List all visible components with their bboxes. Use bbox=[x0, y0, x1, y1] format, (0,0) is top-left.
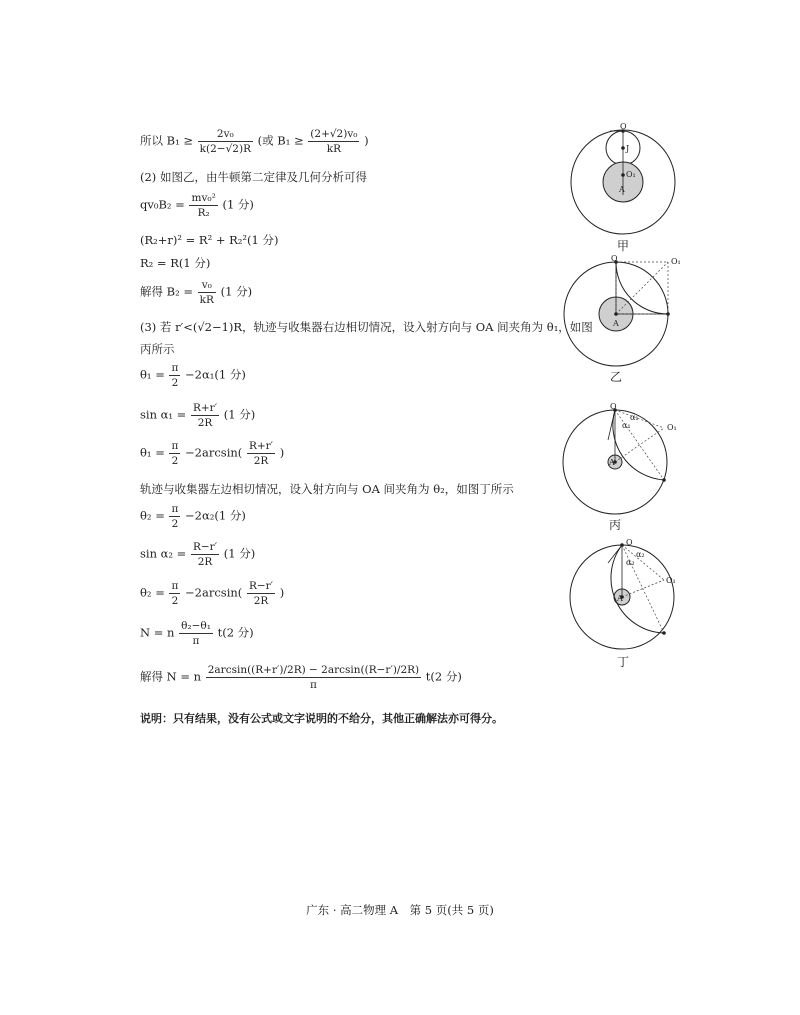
point-tangent bbox=[666, 312, 670, 316]
line-16 bbox=[140, 620, 254, 647]
denominator: 2R bbox=[197, 417, 213, 429]
fraction bbox=[169, 440, 180, 467]
text: ) bbox=[279, 445, 285, 460]
text: −2arcsin( bbox=[185, 585, 243, 600]
line-17 bbox=[140, 664, 462, 691]
label-O1: O₁ bbox=[671, 257, 681, 266]
numerator: π bbox=[171, 440, 179, 452]
text: ) bbox=[364, 133, 369, 148]
point-J bbox=[621, 146, 625, 150]
numerator: π bbox=[171, 580, 179, 592]
line-3 bbox=[140, 192, 254, 219]
denominator: 2 bbox=[171, 518, 179, 530]
numerator: R−r′ bbox=[248, 580, 274, 592]
scoring-note: 说明：只有结果，没有公式或文字说明的不给分，其他正确解法亦可得分。 bbox=[140, 712, 503, 725]
point-O bbox=[620, 543, 624, 547]
denominator: k(2−√2)R bbox=[199, 143, 251, 155]
denominator: π bbox=[309, 679, 317, 691]
fraction bbox=[198, 279, 216, 306]
fraction bbox=[189, 192, 217, 219]
text: sin α₂ = bbox=[140, 546, 187, 561]
denominator: π bbox=[192, 635, 200, 647]
numerator: R+r′ bbox=[192, 402, 218, 414]
label-A: A bbox=[617, 594, 623, 603]
denominator: 2 bbox=[171, 377, 179, 389]
text: 所以 B₁ ≥ bbox=[140, 133, 194, 148]
numerator: mv₀² bbox=[191, 192, 216, 204]
text: t(2 分) bbox=[217, 625, 254, 640]
figure-yi bbox=[558, 252, 693, 367]
line-1 bbox=[140, 128, 369, 155]
numerator: (2+√2)v₀ bbox=[310, 128, 358, 140]
line-14 bbox=[140, 541, 255, 568]
text: (或 B₁ ≥ bbox=[257, 133, 304, 148]
text: sin α₁ = bbox=[140, 407, 187, 422]
line-11 bbox=[140, 440, 284, 467]
text: −2α₁(1 分) bbox=[185, 367, 246, 382]
figure-jia bbox=[568, 120, 698, 240]
line-5: R₂ = R(1 分) bbox=[140, 256, 211, 270]
dashed-line-3 bbox=[615, 428, 664, 462]
numerator: R+r′ bbox=[248, 440, 274, 452]
line-8: 丙所示 bbox=[140, 342, 175, 356]
label-alpha2: α₂ bbox=[626, 558, 635, 567]
fraction bbox=[179, 620, 213, 647]
numerator: 2arcsin((R+r′)/2R) − 2arcsin((R−r′)/2R) bbox=[207, 664, 420, 676]
denominator: kR bbox=[199, 294, 214, 306]
point-tangent bbox=[662, 631, 666, 635]
fraction bbox=[247, 440, 275, 467]
label-O: O bbox=[610, 402, 617, 411]
label-alpha1-b: α₁ bbox=[630, 413, 639, 422]
denominator: 2R bbox=[253, 455, 269, 467]
fraction bbox=[198, 128, 253, 155]
text: ) bbox=[279, 585, 285, 600]
numerator: π bbox=[171, 503, 179, 515]
denominator: R₂ bbox=[197, 207, 210, 219]
text: −2arcsin( bbox=[185, 445, 243, 460]
text: (1 分) bbox=[223, 407, 256, 422]
text: θ₁ = bbox=[140, 445, 165, 460]
label-O: O bbox=[611, 254, 618, 263]
text: N = n bbox=[140, 625, 175, 640]
text: 解得 N = n bbox=[140, 669, 202, 684]
line-9 bbox=[140, 362, 246, 389]
line-13 bbox=[140, 503, 246, 530]
figure-bing bbox=[560, 400, 690, 518]
text: θ₁ = bbox=[140, 367, 165, 382]
text: θ₂ = bbox=[140, 508, 165, 523]
text: θ₂ = bbox=[140, 585, 165, 600]
figure-ding bbox=[560, 535, 690, 653]
label-O1: O₁ bbox=[666, 576, 676, 585]
fraction bbox=[169, 503, 180, 530]
label-alpha1: α₁ bbox=[622, 421, 631, 430]
line-15 bbox=[140, 580, 284, 607]
fraction bbox=[247, 580, 275, 607]
page-footer: 广东 · 高二物理 A 第 5 页(共 5 页) bbox=[306, 903, 494, 917]
fraction bbox=[206, 664, 421, 691]
fraction bbox=[169, 580, 180, 607]
line-4: (R₂+r)² = R² + R₂²(1 分) bbox=[140, 233, 279, 247]
line-2: (2) 如图乙，由牛顿第二定律及几何分析可得 bbox=[140, 170, 367, 184]
caption-yi: 乙 bbox=[609, 370, 622, 384]
caption-ding: 丁 bbox=[616, 655, 629, 669]
text: t(2 分) bbox=[425, 669, 462, 684]
label-O1: O₁ bbox=[667, 423, 677, 432]
numerator: 2v₀ bbox=[198, 128, 253, 142]
denominator: 2R bbox=[197, 556, 213, 568]
label-A: A bbox=[613, 319, 619, 328]
denominator: 2R bbox=[253, 595, 269, 607]
denominator: 2 bbox=[171, 595, 179, 607]
label-A: A bbox=[619, 185, 625, 194]
point-O1 bbox=[621, 173, 625, 177]
fraction bbox=[308, 128, 359, 155]
text: qv₀B₂ = bbox=[140, 197, 185, 212]
numerator: v₀ bbox=[198, 279, 216, 293]
label-O1: O₁ bbox=[626, 170, 636, 179]
text: (1 分) bbox=[222, 197, 254, 212]
denominator: kR bbox=[326, 143, 342, 155]
line-7: (3) 若 r′<(√2−1)R，轨迹与收集器右边相切情况，设入射方向与 OA 间夹角为 θ₁，如图 bbox=[140, 320, 593, 334]
numerator: θ₂−θ₁ bbox=[181, 620, 211, 632]
point-A bbox=[614, 312, 618, 316]
numerator: π bbox=[171, 362, 179, 374]
fraction bbox=[191, 541, 219, 568]
fraction bbox=[191, 402, 219, 429]
line-6 bbox=[140, 279, 252, 306]
label-O: O bbox=[620, 122, 627, 131]
line-10 bbox=[140, 402, 255, 429]
caption-jia: 甲 bbox=[616, 239, 629, 253]
point-tangent bbox=[662, 478, 666, 482]
line-12: 轨迹与收集器左边相切情况，设入射方向与 OA 间夹角为 θ₂，如图丁所示 bbox=[140, 482, 514, 496]
label-O: O bbox=[626, 538, 633, 547]
text: 解得 B₂ = bbox=[140, 284, 194, 299]
fraction bbox=[169, 362, 180, 389]
label-A: A bbox=[609, 458, 615, 467]
text: (1 分) bbox=[220, 284, 253, 299]
label-J: J bbox=[626, 144, 630, 153]
text: −2α₂(1 分) bbox=[185, 508, 246, 523]
numerator: R−r′ bbox=[192, 541, 218, 553]
caption-bing: 丙 bbox=[608, 518, 621, 532]
label-alpha2-b: α₂ bbox=[636, 550, 645, 559]
text: (1 分) bbox=[223, 546, 256, 561]
entry-arrow bbox=[608, 545, 622, 563]
denominator: 2 bbox=[171, 455, 179, 467]
